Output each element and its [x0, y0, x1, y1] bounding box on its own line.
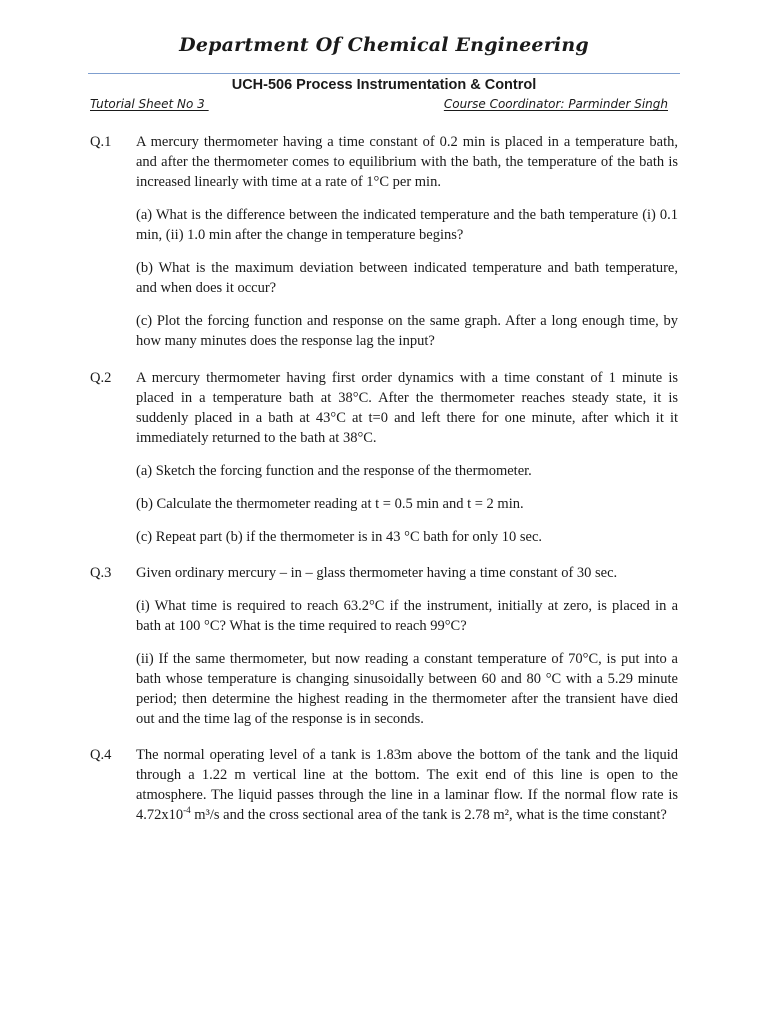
question-text: [136, 745, 678, 825]
question-text: A mercury thermometer having first order dynamics with a time constant of 1 minute is placed in a temperature bath at 38°C. After the thermometer reaches steady state, it is suddenly placed in a bath at 43°C at t=0 and left there for one minute, after which it it immediately returned to the bath at 38°C.: [136, 370, 678, 446]
header-divider: [88, 73, 680, 74]
question-part-a: (a) What is the difference between the indicated temperature and the bath temperature (i) 0.1 min, (ii) 1.0 min after the change in temperature begins?: [136, 207, 678, 243]
flow-rate-exponent: -4: [183, 805, 191, 815]
question-part-i: (i) What time is required to reach 63.2°C if the instrument, initially at zero, is placed in a bath at 100 °C? What is the time required to reach 99°C?: [136, 598, 678, 634]
question-body: [136, 368, 678, 547]
question-text-lead: The normal operating level of a tank is 1.83m above the bottom of the tank and the liquid through a 1.22 m vertical line at the bottom. The exit end of this line is open to the atmosphere. The liquid passes through the line in a laminar flow. If the normal flow rate is: [136, 747, 678, 803]
question-3: [90, 563, 680, 742]
question-4: [90, 745, 680, 838]
department-title: Department Of Chemical Engineering: [179, 34, 589, 56]
question-text: Given ordinary mercury – in – glass thermometer having a time constant of 30 sec.: [136, 565, 618, 581]
question-part-b: (b) What is the maximum deviation between indicated temperature and bath temperature, and when does it occur?: [136, 260, 678, 296]
tutorial-sheet-label: Tutorial Sheet No 3: [90, 97, 209, 111]
question-part-c: (c) Plot the forcing function and response on the same graph. After a long enough time, by how many minutes does the response lag the input?: [136, 313, 678, 349]
question-part-c: (c) Repeat part (b) if the thermometer is in 43 °C bath for only 10 sec.: [136, 529, 543, 545]
question-number: Q.1: [90, 134, 112, 150]
question-1: [90, 132, 680, 364]
flow-rate-value: 4.72x10: [136, 807, 184, 823]
course-title: UCH-506 Process Instrumentation & Control: [231, 77, 537, 93]
question-number: Q.2: [90, 370, 112, 386]
course-coordinator: Course Coordinator: Parminder Singh: [443, 97, 668, 111]
question-number: Q.3: [90, 565, 112, 581]
question-part-a: (a) Sketch the forcing function and the response of the thermometer.: [136, 463, 532, 479]
question-text: A mercury thermometer having a time constant of 0.2 min is placed in a temperature bath, and after the thermometer comes to equilibrium with the bath, the temperature of the bath is increased linearly with time at a rate of 1°C per min.: [136, 134, 678, 190]
question-body: [136, 132, 678, 351]
question-body: [136, 563, 678, 729]
question-body: [136, 745, 678, 825]
question-part-b: (b) Calculate the thermometer reading at t = 0.5 min and t = 2 min.: [136, 496, 524, 512]
question-part-ii: (ii) If the same thermometer, but now reading a constant temperature of 70°C, is put into a bath whose temperature is changing sinusoidally between 60 and 80 °C with a 5.29 minute period; then determine the highest reading in the thermometer after the transient have died out and the time lag of the response is in seconds.: [136, 651, 678, 727]
question-text-tail: m³/s and the cross sectional area of the tank is 2.78 m², what is the time constant?: [190, 807, 667, 823]
question-2: [90, 368, 680, 560]
question-number: Q.4: [90, 747, 112, 763]
